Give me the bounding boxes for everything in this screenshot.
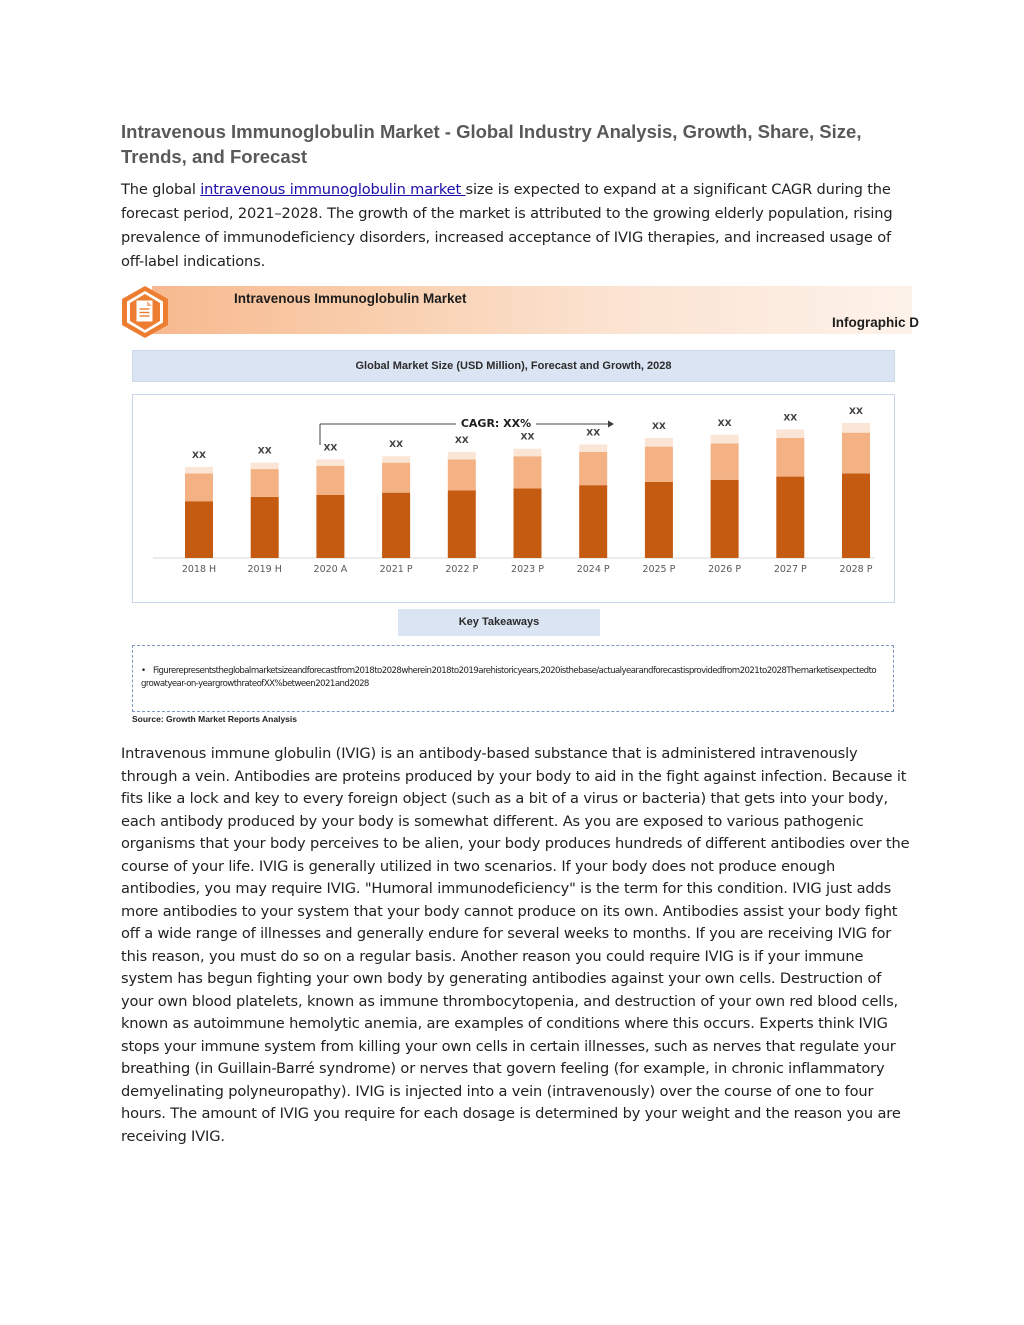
x-tick-label: 2024 P — [576, 564, 610, 575]
x-tick-label: 2020 A — [313, 564, 348, 575]
takeaway-bullet: • Figure represents the global market size and forecast from 2018 to 2028 wherein 2018 to 2019 are historic years, 2020 is the base/actual year and forecast is provided from 2021 to 2028 The market is expected to grow at year-on-year growth rate of XX% between 2021 and 2028 — [141, 666, 877, 689]
takeaway-text: Figure represents the global market size and forecast from 2018 to 2028 wherein 2018 to 2019 are historic years, 2020 is the base/actual year and forecast is provided from 2021 to 2028 The market is expected to grow at year-on-year growth rate of XX% between 2021 and 2028 — [141, 666, 877, 689]
bar-segment-top — [382, 456, 410, 462]
bar-segment-base — [711, 480, 739, 558]
bar-data-label: XX — [651, 422, 666, 432]
bar-data-label: XX — [323, 443, 338, 454]
banner-title: Intravenous Immunoglobulin Market — [234, 291, 467, 306]
bar-segment-base — [842, 473, 870, 558]
x-tick-label: 2022 P — [445, 564, 479, 575]
intro-text-after: size is expected to expand at a significant CAGR during the forecast period, 2021–2028. The growth of the market is attributed to the growing elderly population, rising prevalence of immunodeficiency disorders, increased acceptance of IVIG therapies, and increased usage of off-label indications. — [121, 181, 893, 270]
x-tick-label: 2019 H — [247, 564, 282, 575]
bar-segment-top — [185, 467, 213, 473]
bar-segment-base — [579, 485, 607, 558]
bar-data-label: XX — [586, 428, 601, 439]
bar-segment-base — [448, 491, 476, 559]
x-tick-label: 2021 P — [379, 564, 413, 575]
bar-segment-middle — [448, 459, 476, 490]
bar-segment-middle — [842, 433, 870, 474]
bar-segment-top — [579, 444, 607, 452]
bar-data-label: XX — [192, 450, 206, 461]
bar-segment-top — [514, 449, 542, 457]
bar-segment-top — [316, 459, 344, 465]
x-tick-label: 2027 P — [773, 564, 807, 575]
banner-subtitle: Infographic D — [832, 315, 919, 330]
bar-data-label: XX — [783, 413, 798, 424]
intro-text-before: The global — [121, 181, 201, 198]
bar-data-label: XX — [257, 446, 272, 457]
bar-segment-top — [842, 423, 870, 433]
source-note: Source: Growth Market Reports Analysis — [132, 714, 298, 724]
bar-segment-top — [776, 429, 804, 438]
x-tick-label: 2023 P — [511, 564, 544, 575]
bar-segment-middle — [776, 438, 804, 477]
x-tick-label: 2025 P — [642, 564, 676, 575]
bar-segment-middle — [579, 452, 607, 485]
bar-segment-middle — [251, 469, 279, 497]
bar-segment-base — [251, 497, 279, 558]
bar-segment-top — [711, 435, 739, 444]
cagr-label: CAGR: XX% — [460, 417, 532, 430]
bar-data-label: XX — [454, 435, 469, 446]
infographic-banner — [152, 286, 919, 334]
market-size-bar: Global Market Size (USD Million), Forecast and Growth, 2028 — [132, 350, 895, 382]
bar-data-label: XX — [520, 432, 535, 443]
x-tick-label: 2026 P — [708, 564, 742, 575]
bar-data-label: XX — [849, 407, 863, 417]
body-paragraph: Intravenous immune globulin (IVIG) is an antibody-based substance that is administered intravenously through a vein. Antibodies are proteins produced by your body to aid in the fight against infection. Because it fits like a lock and key to every foreign object (such as a bit of a virus or bacteria) that gets into your body, each antibody produced by your body is somewhat different. As you are exposed to various pathogenic organisms that your body perceives to be alien, your body produces hundreds of different antibodies over the course of your life. IVIG is generally utilized in two scenarios. If your body does not produce enough antibodies, you may require IVIG. "Humoral immunodeficiency" is the term for this condition. IVIG just adds more antibodies to your system that your body cannot produce on its own. Antibodies assist your body fight off a wide range of illnesses and generally endure for several weeks to months. If you are receiving IVIG for this reason, you must do so on a regular basis. Another reason you could require IVIG is if your immune system has begun fighting your own body by generating antibodies against your own cells. Destruction of your own blood platelets, known as immune thrombocytopenia, and destruction of your own red blood cells, known as autoimmune hemolytic anemia, are examples of conditions where this occurs. Experts think IVIG stops your immune system from killing your own cells in certain illnesses, such as nerves that regulate your breathing (in Guillain-Barré syndrome) or nerves that govern feeling (for example, in chronic inflammatory demyelinating polyneuropathy). IVIG is injected into a vein (intravenously) over the course of one to four hours. The amount of IVIG you require for each dosage is determined by your weight and the reason you are receiving IVIG. — [121, 745, 910, 1145]
infographic — [116, 284, 919, 726]
market-bar-chart — [133, 395, 894, 602]
bar-segment-middle — [316, 466, 344, 495]
cagr-arrow-head — [608, 421, 614, 428]
bar-segment-base — [185, 501, 213, 558]
bar-segment-base — [382, 493, 410, 558]
bar-segment-top — [645, 438, 673, 447]
bar-segment-base — [776, 477, 804, 558]
bar-segment-base — [514, 488, 542, 558]
bar-data-label: XX — [717, 418, 732, 429]
x-tick-label: 2028 P — [839, 564, 873, 575]
bar-segment-middle — [645, 447, 673, 482]
document-icon — [118, 284, 172, 340]
bar-segment-middle — [185, 473, 213, 501]
bar-segment-middle — [711, 443, 739, 479]
bar-segment-base — [645, 482, 673, 558]
key-takeaways-box — [132, 645, 894, 712]
market-link[interactable]: intravenous immunoglobulin market — [200, 181, 466, 198]
page-title: Intravenous Immunoglobulin Market - Global Industry Analysis, Growth, Share, Size, Trends, and Forecast — [121, 121, 862, 167]
bar-segment-base — [316, 495, 344, 558]
bar-segment-top — [448, 452, 476, 460]
chart-bars — [182, 407, 873, 575]
x-tick-label: 2018 H — [181, 564, 217, 575]
bar-segment-middle — [382, 463, 410, 493]
bar-data-label: XX — [389, 440, 404, 451]
chart-panel — [132, 394, 895, 603]
bar-segment-middle — [514, 456, 542, 488]
bar-segment-top — [251, 463, 279, 469]
intro-paragraph — [121, 178, 911, 274]
key-takeaways-header: Key Takeaways — [398, 609, 600, 636]
